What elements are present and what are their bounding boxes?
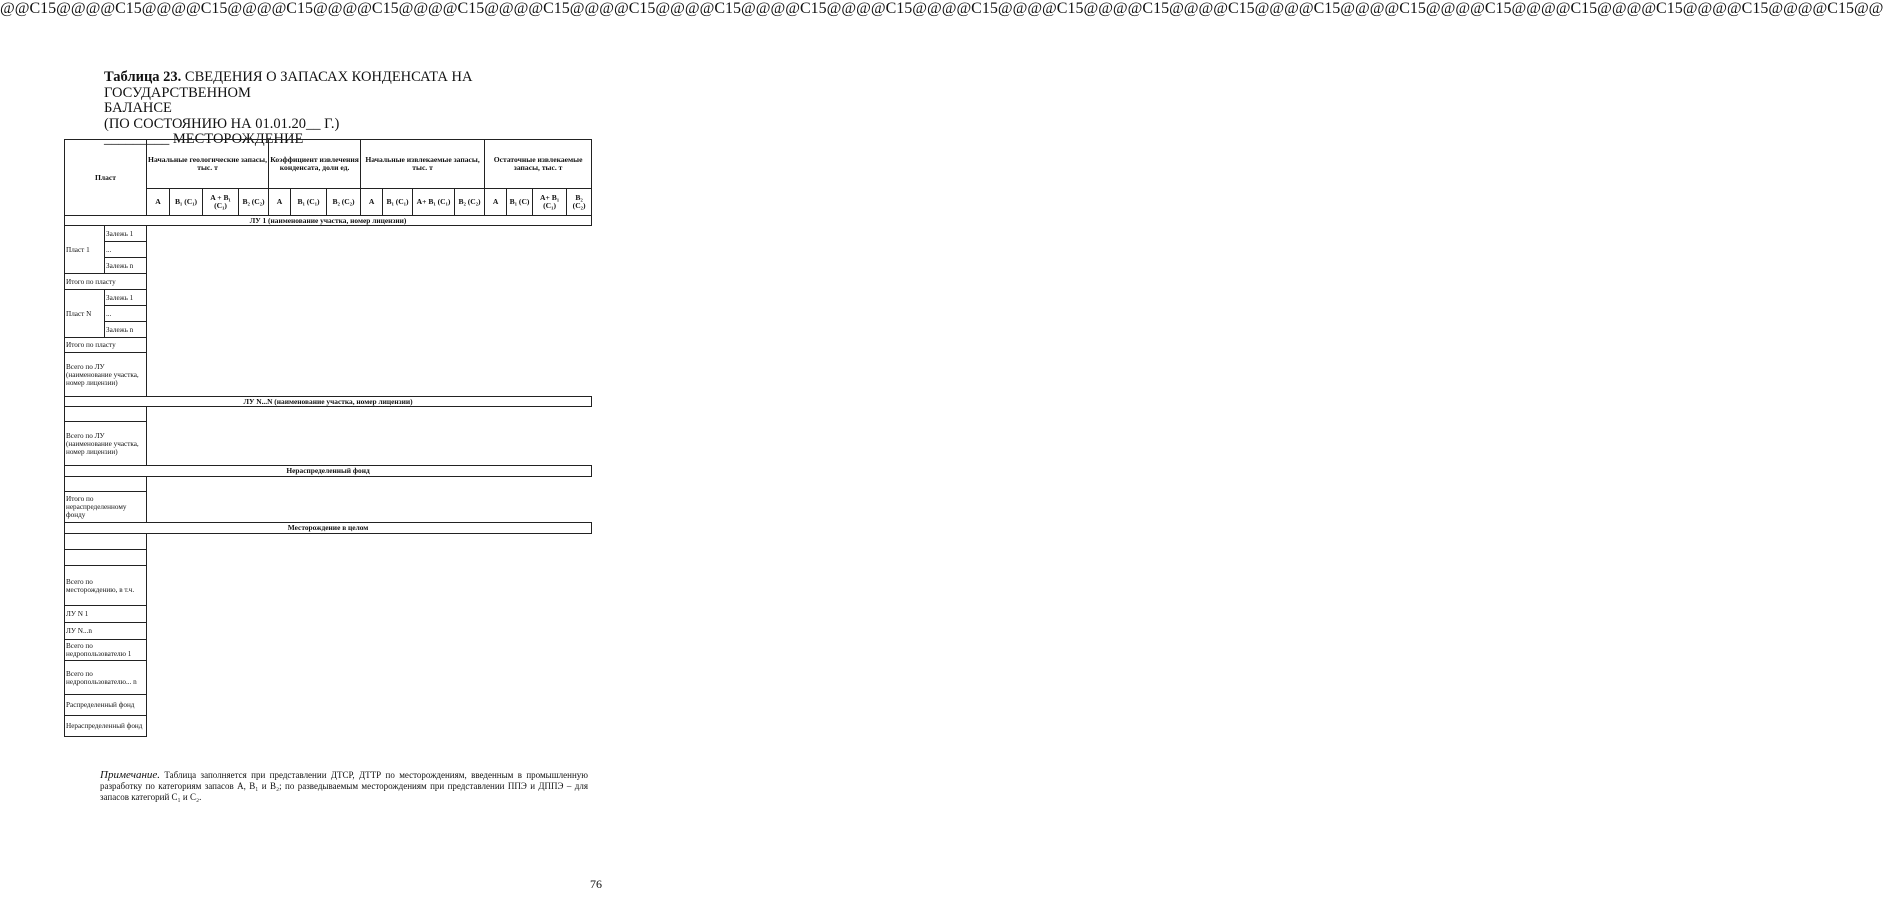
col-header: B₂ (C₂) <box>239 189 269 216</box>
col-header: B₁ (C₁) <box>291 189 327 216</box>
section-field: Месторождение в целом <box>65 523 592 534</box>
row-label: Итого по нераспределенному фонду <box>65 492 147 523</box>
table-title <box>104 70 604 148</box>
row-label <box>65 477 147 492</box>
col-header: А <box>147 189 170 216</box>
row-label: Залежь n <box>105 258 147 274</box>
col-header: А <box>361 189 383 216</box>
row-label <box>65 534 147 550</box>
note-lead: Примечание. <box>100 769 161 781</box>
col-header: B₂ (C₂) <box>567 189 592 216</box>
note-text: Таблица заполняется при представлении ДТСР, ДТТР по месторождениям, введенным в промышленную разработку по категориям запасов А, В₁ и В₂; по разведываемым месторождениям при представлении ППЭ и ДППЭ – для запасов категорий С₁ и С₂. <box>100 770 588 802</box>
row-label: Нераспределенный фонд <box>65 716 147 737</box>
row-label: ЛУ N...n <box>65 623 147 640</box>
row-label: Залежь 1 <box>105 226 147 242</box>
col-header: А <box>269 189 291 216</box>
plast-header: Пласт <box>65 140 147 216</box>
row-label <box>65 550 147 566</box>
section-unallocated: Нераспределенный фонд <box>65 466 592 477</box>
row-label: Итого по пласту <box>65 338 147 353</box>
row-label: Залежь n <box>105 322 147 338</box>
row-label: Пласт 1 <box>65 226 105 274</box>
row-label: ... <box>105 306 147 322</box>
col-header: A + B₁ (C₁) <box>203 189 239 216</box>
table-note <box>100 770 588 803</box>
group-residual-recoverable: Остаточные извлекаемые запасы, тыс. т <box>485 140 592 189</box>
title-line-3: (ПО СОСТОЯНИЮ НА 01.01.20__ Г.) <box>104 115 340 132</box>
row-label: Всего по ЛУ (наименование участка, номер лицензии) <box>65 422 147 466</box>
group-geological: Начальные геологические запасы, тыс. т <box>147 140 269 189</box>
title-line-1: СВЕДЕНИЯ О ЗАПАСАХ КОНДЕНСАТА НА ГОСУДАРСТВЕННОМ <box>104 69 473 101</box>
row-label: Пласт N <box>65 290 105 338</box>
reserves-table <box>64 139 592 737</box>
title-line-2: БАЛАНСЕ <box>104 100 172 116</box>
col-header: A+ B₁ (C₁) <box>533 189 567 216</box>
title-line-4: _________ МЕСТОРОЖДЕНИЕ <box>104 131 304 147</box>
section-lu1: ЛУ 1 (наименование участка, номер лицензии) <box>65 216 592 226</box>
row-label: Залежь 1 <box>105 290 147 306</box>
row-label: Всего по месторождению, в т.ч. <box>65 566 147 606</box>
row-label: Всего по ЛУ (наименование участка, номер лицензии) <box>65 353 147 397</box>
group-initial-recoverable: Начальные извлекаемые запасы, тыс. т <box>361 140 485 189</box>
col-header: B₂ (C₂) <box>455 189 485 216</box>
group-recovery-factor: Коэффициент извлечения конденсата, доли ед. <box>269 140 361 189</box>
section-lun: ЛУ N...N (наименование участка, номер лицензии) <box>65 397 592 407</box>
row-label: ... <box>105 242 147 258</box>
row-label: Итого по пласту <box>65 274 147 290</box>
title-table-number: Таблица 23. <box>104 69 182 85</box>
page-number: 76 <box>590 877 602 891</box>
col-header: B₁ (C₁) <box>383 189 413 216</box>
col-header: B₁ (C₁) <box>170 189 203 216</box>
col-header: B₁ (C) <box>507 189 533 216</box>
col-header: B₂ (C₂) <box>327 189 361 216</box>
row-label: Всего по недропользователю 1 <box>65 640 147 661</box>
row-label: Всего по недропользователю... n <box>65 661 147 695</box>
row-label: ЛУ N 1 <box>65 606 147 623</box>
col-header: A+ B₁ (C₁) <box>413 189 455 216</box>
row-label: Распределенный фонд <box>65 695 147 716</box>
col-header: А <box>485 189 507 216</box>
row-label <box>65 407 147 422</box>
